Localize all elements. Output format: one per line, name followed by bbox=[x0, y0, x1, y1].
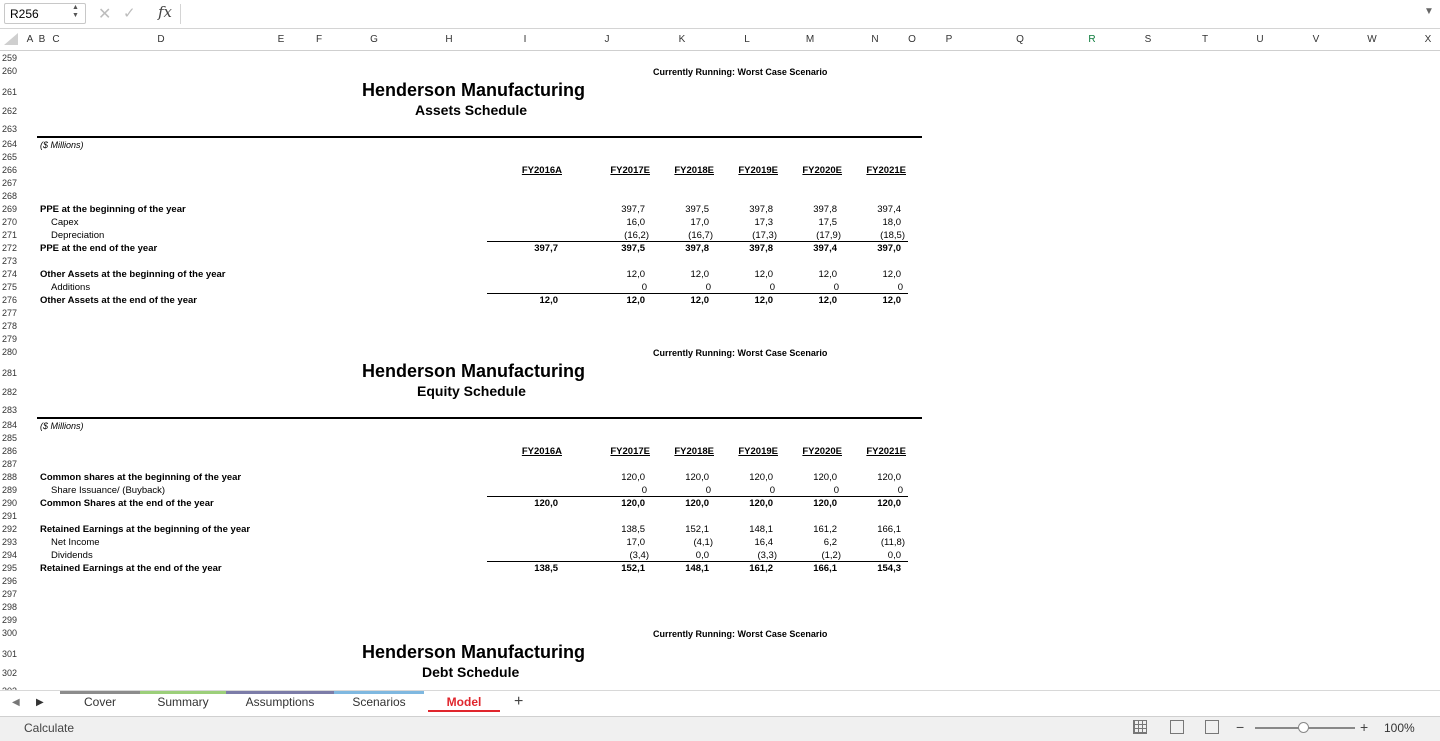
formula-expand-icon[interactable]: ▼ bbox=[1424, 6, 1434, 17]
value-cell: 138,5 bbox=[534, 563, 558, 574]
column-header-o[interactable]: O bbox=[908, 34, 916, 45]
value-cell: (1,2) bbox=[821, 550, 841, 561]
line-label: Common Shares at the end of the year bbox=[40, 498, 214, 509]
column-header-t[interactable]: T bbox=[1201, 34, 1209, 45]
row-header-291[interactable]: 291 bbox=[2, 511, 18, 521]
status-bar bbox=[0, 716, 1440, 741]
sheet-tab-model[interactable] bbox=[424, 691, 504, 715]
row-header-278[interactable]: 278 bbox=[2, 321, 18, 331]
tab-color-stripe bbox=[226, 691, 334, 694]
schedule-title: Assets Schedule bbox=[415, 102, 528, 118]
value-cell: (3,3) bbox=[757, 550, 777, 561]
column-header-m[interactable]: M bbox=[805, 34, 815, 45]
zoom-level: 100% bbox=[1384, 721, 1415, 735]
value-cell: 397,8 bbox=[749, 204, 773, 215]
value-cell: 397,5 bbox=[685, 204, 709, 215]
row-header-268[interactable]: 268 bbox=[2, 191, 18, 201]
value-cell: (16,2) bbox=[624, 230, 649, 241]
column-header-b[interactable]: B bbox=[38, 34, 46, 45]
value-cell: 12,0 bbox=[690, 269, 709, 280]
column-header-x[interactable]: X bbox=[1424, 34, 1432, 45]
value-cell: 120,0 bbox=[749, 498, 773, 509]
row-header-299[interactable]: 299 bbox=[2, 615, 18, 625]
line-label: Depreciation bbox=[51, 230, 105, 241]
row-header-260[interactable]: 260 bbox=[2, 66, 18, 76]
row-header-273[interactable]: 273 bbox=[2, 256, 18, 266]
value-cell: 120,0 bbox=[813, 498, 837, 509]
row-header-279[interactable]: 279 bbox=[2, 334, 18, 344]
column-header-a[interactable]: A bbox=[26, 34, 34, 45]
sheet-tab-scenarios[interactable] bbox=[334, 691, 424, 715]
value-cell: 120,0 bbox=[685, 472, 709, 483]
value-cell: 154,3 bbox=[877, 563, 901, 574]
column-header-n[interactable]: N bbox=[871, 34, 879, 45]
row-header-286[interactable]: 286 bbox=[2, 446, 18, 456]
row-header-277[interactable]: 277 bbox=[2, 308, 18, 318]
row-header-269[interactable]: 269 bbox=[2, 204, 18, 214]
value-cell: 6,2 bbox=[823, 537, 837, 548]
value-cell: 17,3 bbox=[754, 217, 773, 228]
column-header-w[interactable]: W bbox=[1367, 34, 1377, 45]
value-cell: 148,1 bbox=[685, 563, 709, 574]
year-header: FY2017E bbox=[610, 165, 650, 176]
schedule-title: Equity Schedule bbox=[417, 383, 526, 399]
value-cell: 12,0 bbox=[818, 269, 837, 280]
row-header-284[interactable]: 284 bbox=[2, 420, 18, 430]
value-cell: 12,0 bbox=[882, 295, 901, 306]
row-header-266[interactable]: 266 bbox=[2, 165, 18, 175]
column-header-c[interactable]: C bbox=[52, 34, 60, 45]
value-cell: 397,8 bbox=[749, 243, 773, 254]
company-title: Henderson Manufacturing bbox=[362, 80, 586, 100]
line-label: Other Assets at the end of the year bbox=[40, 295, 197, 306]
line-label: Retained Earnings at the end of the year bbox=[40, 563, 222, 574]
value-cell: 397,7 bbox=[621, 204, 645, 215]
column-header-v[interactable]: V bbox=[1312, 34, 1320, 45]
value-cell: 397,8 bbox=[685, 243, 709, 254]
normal-view-icon[interactable] bbox=[1133, 720, 1147, 734]
formula-bar-divider bbox=[180, 4, 181, 24]
value-cell: 152,1 bbox=[685, 524, 709, 535]
value-cell: (3,4) bbox=[629, 550, 649, 561]
row-header-290[interactable]: 290 bbox=[2, 498, 18, 508]
fx-icon[interactable]: fx bbox=[158, 3, 173, 21]
scenario-note: Currently Running: Worst Case Scenario bbox=[653, 348, 828, 358]
value-cell: 152,1 bbox=[621, 563, 645, 574]
formula-input[interactable] bbox=[186, 3, 1420, 27]
calculation-status: Calculate bbox=[24, 721, 75, 735]
value-cell: (11,8) bbox=[880, 537, 905, 548]
value-cell: 120,0 bbox=[685, 498, 709, 509]
schedule-title: Debt Schedule bbox=[422, 664, 520, 680]
page-layout-view-icon[interactable] bbox=[1170, 720, 1184, 734]
row-header-288[interactable]: 288 bbox=[2, 472, 18, 482]
row-header-292[interactable]: 292 bbox=[2, 524, 18, 534]
row-header-298[interactable]: 298 bbox=[2, 602, 18, 612]
row-header-265[interactable]: 265 bbox=[2, 152, 18, 162]
value-cell: 138,5 bbox=[621, 524, 645, 535]
row-header-297[interactable]: 297 bbox=[2, 589, 18, 599]
company-title: Henderson Manufacturing bbox=[362, 642, 586, 662]
year-header: FY2019E bbox=[738, 446, 778, 457]
active-tab-underline bbox=[428, 710, 500, 712]
value-cell: 0 bbox=[833, 485, 839, 496]
units-label: ($ Millions) bbox=[40, 140, 84, 150]
column-header-r[interactable]: R bbox=[1088, 34, 1096, 45]
value-cell: 0 bbox=[769, 282, 775, 293]
row-header-264[interactable]: 264 bbox=[2, 139, 18, 149]
year-header: FY2020E bbox=[802, 446, 842, 457]
row-header-262[interactable]: 262 bbox=[2, 106, 18, 116]
previous-sheet-icon[interactable]: ◀ bbox=[12, 697, 20, 708]
sheet-tab-assumptions[interactable] bbox=[226, 691, 334, 715]
value-cell: 16,0 bbox=[626, 217, 645, 228]
value-cell: 148,1 bbox=[749, 524, 773, 535]
row-header-281[interactable]: 281 bbox=[2, 368, 18, 378]
value-cell: 166,1 bbox=[813, 563, 837, 574]
column-header-p[interactable]: P bbox=[945, 34, 953, 45]
tab-label: Scenarios bbox=[352, 695, 406, 709]
value-cell: 18,0 bbox=[882, 217, 901, 228]
tab-label: Cover bbox=[83, 695, 116, 709]
line-label: Capex bbox=[51, 217, 79, 228]
column-header-e[interactable]: E bbox=[277, 34, 285, 45]
column-header-f[interactable]: F bbox=[315, 34, 323, 45]
value-cell: 17,5 bbox=[818, 217, 837, 228]
row-header-263[interactable]: 263 bbox=[2, 124, 18, 134]
line-label: Share Issuance/ (Buyback) bbox=[51, 485, 166, 496]
line-label: PPE at the beginning of the year bbox=[40, 204, 186, 215]
row-header-272[interactable]: 272 bbox=[2, 243, 18, 253]
row-header-293[interactable]: 293 bbox=[2, 537, 18, 547]
column-header-k[interactable]: K bbox=[678, 34, 686, 45]
scenario-note: Currently Running: Worst Case Scenario bbox=[653, 67, 828, 77]
value-cell: 12,0 bbox=[539, 295, 558, 306]
value-cell: 120,0 bbox=[877, 472, 901, 483]
value-cell: 120,0 bbox=[877, 498, 901, 509]
value-cell: 0 bbox=[769, 485, 775, 496]
value-cell: (4,1) bbox=[693, 537, 713, 548]
value-cell: 397,0 bbox=[877, 243, 901, 254]
year-header: FY2021E bbox=[866, 165, 906, 176]
value-cell: (17,9) bbox=[816, 230, 841, 241]
section-rule bbox=[37, 136, 922, 138]
cancel-icon[interactable]: ✕ bbox=[98, 6, 112, 23]
value-cell: 12,0 bbox=[626, 269, 645, 280]
row-header-300[interactable]: 300 bbox=[2, 628, 18, 638]
year-header: FY2017E bbox=[610, 446, 650, 457]
value-cell: 12,0 bbox=[690, 295, 709, 306]
tab-label: Assumptions bbox=[245, 695, 315, 709]
value-cell: 12,0 bbox=[754, 295, 773, 306]
year-header: FY2020E bbox=[802, 165, 842, 176]
row-header-283[interactable]: 283 bbox=[2, 405, 18, 415]
value-cell: (17,3) bbox=[752, 230, 777, 241]
value-cell: 397,5 bbox=[621, 243, 645, 254]
line-label: Dividends bbox=[51, 550, 93, 561]
value-cell: 16,4 bbox=[754, 537, 773, 548]
value-cell: 12,0 bbox=[754, 269, 773, 280]
company-title: Henderson Manufacturing bbox=[362, 361, 586, 381]
name-box-stepper-icon[interactable]: ▲ ▼ bbox=[72, 4, 79, 19]
value-cell: 0 bbox=[705, 282, 711, 293]
value-cell: (16,7) bbox=[688, 230, 713, 241]
tab-color-stripe bbox=[60, 691, 140, 694]
value-cell: 166,1 bbox=[877, 524, 901, 535]
row-header-259[interactable]: 259 bbox=[2, 53, 18, 63]
section-rule bbox=[37, 417, 922, 419]
year-header: FY2018E bbox=[674, 446, 714, 457]
total-rule bbox=[487, 561, 908, 562]
scenario-note: Currently Running: Worst Case Scenario bbox=[653, 629, 828, 639]
row-header-295[interactable]: 295 bbox=[2, 563, 18, 573]
row-header-271[interactable]: 271 bbox=[2, 230, 18, 240]
value-cell: 397,8 bbox=[813, 204, 837, 215]
row-header-302[interactable]: 302 bbox=[2, 668, 18, 678]
column-header-q[interactable]: Q bbox=[1016, 34, 1024, 45]
value-cell: (18,5) bbox=[880, 230, 905, 241]
value-cell: 0 bbox=[641, 485, 647, 496]
column-header-h[interactable]: H bbox=[445, 34, 453, 45]
column-header-i[interactable]: I bbox=[523, 34, 527, 45]
value-cell: 161,2 bbox=[749, 563, 773, 574]
row-header-287[interactable]: 287 bbox=[2, 459, 18, 469]
zoom-slider-thumb[interactable] bbox=[1298, 722, 1309, 733]
value-cell: 120,0 bbox=[749, 472, 773, 483]
zoom-in-button[interactable]: + bbox=[1360, 719, 1369, 735]
row-header-276[interactable]: 276 bbox=[2, 295, 18, 305]
value-cell: 120,0 bbox=[534, 498, 558, 509]
value-cell: 120,0 bbox=[621, 472, 645, 483]
row-header-267[interactable]: 267 bbox=[2, 178, 18, 188]
year-header: FY2021E bbox=[866, 446, 906, 457]
total-rule bbox=[487, 293, 908, 294]
row-header-296[interactable]: 296 bbox=[2, 576, 18, 586]
total-rule bbox=[487, 496, 908, 497]
confirm-check-icon[interactable]: ✓ bbox=[123, 5, 136, 22]
value-cell: 397,7 bbox=[534, 243, 558, 254]
column-header-s[interactable]: S bbox=[1144, 34, 1152, 45]
line-label: Other Assets at the beginning of the year bbox=[40, 269, 226, 280]
row-header-274[interactable]: 274 bbox=[2, 269, 18, 279]
column-header-u[interactable]: U bbox=[1256, 34, 1264, 45]
year-header: FY2016A bbox=[521, 446, 562, 457]
value-cell: 397,4 bbox=[813, 243, 837, 254]
tab-color-stripe bbox=[140, 691, 226, 694]
total-rule bbox=[487, 241, 908, 242]
value-cell: 12,0 bbox=[626, 295, 645, 306]
value-cell: 0,0 bbox=[887, 550, 901, 561]
row-header-301[interactable]: 301 bbox=[2, 649, 18, 659]
year-header: FY2016A bbox=[521, 165, 562, 176]
row-header-270[interactable]: 270 bbox=[2, 217, 18, 227]
column-header-bar bbox=[0, 29, 1440, 51]
column-header-g[interactable]: G bbox=[370, 34, 378, 45]
units-label: ($ Millions) bbox=[40, 421, 84, 431]
value-cell: 0,0 bbox=[695, 550, 709, 561]
value-cell: 0 bbox=[897, 282, 903, 293]
tab-color-stripe bbox=[334, 691, 424, 694]
value-cell: 397,4 bbox=[877, 204, 901, 215]
value-cell: 0 bbox=[897, 485, 903, 496]
line-label: Common shares at the beginning of the year bbox=[40, 472, 242, 483]
column-header-j[interactable]: J bbox=[604, 34, 610, 45]
year-header: FY2019E bbox=[738, 165, 778, 176]
row-header-289[interactable]: 289 bbox=[2, 485, 18, 495]
row-header-282[interactable]: 282 bbox=[2, 387, 18, 397]
page-break-view-icon[interactable] bbox=[1205, 720, 1219, 734]
line-label: Additions bbox=[51, 282, 91, 293]
column-header-d[interactable]: D bbox=[157, 34, 165, 45]
line-label: Net Income bbox=[51, 537, 100, 548]
tab-label: Model bbox=[446, 695, 482, 709]
next-sheet-icon[interactable]: ▶ bbox=[36, 697, 44, 708]
value-cell: 120,0 bbox=[621, 498, 645, 509]
row-header-261[interactable]: 261 bbox=[2, 87, 18, 97]
row-header-275[interactable]: 275 bbox=[2, 282, 18, 292]
zoom-out-button[interactable]: − bbox=[1236, 719, 1245, 735]
value-cell: 12,0 bbox=[882, 269, 901, 280]
value-cell: 0 bbox=[641, 282, 647, 293]
sheet-tab-summary[interactable] bbox=[140, 691, 226, 715]
value-cell: 17,0 bbox=[626, 537, 645, 548]
line-label: Retained Earnings at the beginning of the year bbox=[40, 524, 251, 535]
name-box[interactable]: R256 bbox=[4, 3, 86, 24]
add-sheet-button[interactable]: + bbox=[514, 693, 524, 710]
year-header: FY2018E bbox=[674, 165, 714, 176]
value-cell: 0 bbox=[705, 485, 711, 496]
value-cell: 17,0 bbox=[690, 217, 709, 228]
row-header-285[interactable]: 285 bbox=[2, 433, 18, 443]
select-all-corner[interactable] bbox=[4, 33, 18, 45]
row-header-280[interactable]: 280 bbox=[2, 347, 18, 357]
value-cell: 0 bbox=[833, 282, 839, 293]
line-label: PPE at the end of the year bbox=[40, 243, 158, 254]
tab-label: Summary bbox=[157, 695, 209, 709]
row-header-294[interactable]: 294 bbox=[2, 550, 18, 560]
value-cell: 12,0 bbox=[818, 295, 837, 306]
sheet-tab-cover[interactable] bbox=[60, 691, 140, 715]
value-cell: 161,2 bbox=[813, 524, 837, 535]
value-cell: 120,0 bbox=[813, 472, 837, 483]
column-header-l[interactable]: L bbox=[744, 34, 750, 45]
